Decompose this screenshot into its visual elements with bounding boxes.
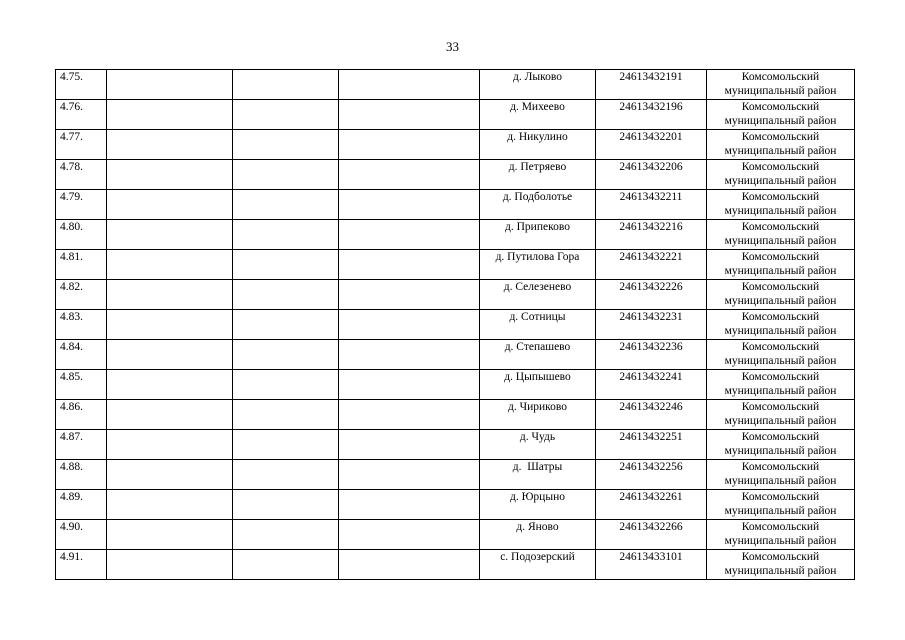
oktmo-code: 24613432256 [596, 460, 707, 490]
empty-cell [339, 460, 480, 490]
oktmo-code: 24613432246 [596, 400, 707, 430]
empty-cell [233, 400, 339, 430]
empty-cell [107, 460, 233, 490]
table-row [56, 100, 855, 130]
empty-cell [339, 430, 480, 460]
settlement-name: д. Селезенево [480, 280, 596, 310]
row-number: 4.78. [56, 160, 107, 190]
empty-cell [107, 550, 233, 580]
settlement-table [55, 69, 855, 580]
empty-cell [339, 190, 480, 220]
empty-cell [339, 520, 480, 550]
empty-cell [339, 280, 480, 310]
empty-cell [233, 490, 339, 520]
district-name: Комсомольский муниципальный район [707, 430, 855, 460]
settlement-name: с. Подозерский [480, 550, 596, 580]
empty-cell [107, 250, 233, 280]
row-number: 4.75. [56, 70, 107, 100]
empty-cell [339, 130, 480, 160]
empty-cell [339, 370, 480, 400]
empty-cell [233, 340, 339, 370]
settlement-name: д. Подболотье [480, 190, 596, 220]
settlement-name: д. Припеково [480, 220, 596, 250]
table-row [56, 340, 855, 370]
table-row [56, 220, 855, 250]
oktmo-code: 24613432261 [596, 490, 707, 520]
oktmo-code: 24613432236 [596, 340, 707, 370]
empty-cell [233, 130, 339, 160]
table-row [56, 130, 855, 160]
district-name: Комсомольский муниципальный район [707, 310, 855, 340]
oktmo-code: 24613432231 [596, 310, 707, 340]
table-row [56, 70, 855, 100]
empty-cell [233, 370, 339, 400]
row-number: 4.77. [56, 130, 107, 160]
empty-cell [107, 520, 233, 550]
empty-cell [233, 460, 339, 490]
settlement-name: д. Шатры [480, 460, 596, 490]
settlement-name: д. Сотницы [480, 310, 596, 340]
oktmo-code: 24613432266 [596, 520, 707, 550]
district-name: Комсомольский муниципальный район [707, 130, 855, 160]
page-number: 33 [446, 39, 459, 54]
empty-cell [233, 430, 339, 460]
settlement-name: д. Юрцыно [480, 490, 596, 520]
empty-cell [107, 490, 233, 520]
table-row [56, 400, 855, 430]
table-row [56, 310, 855, 340]
settlement-name: д. Лыково [480, 70, 596, 100]
row-number: 4.84. [56, 340, 107, 370]
oktmo-code: 24613432221 [596, 250, 707, 280]
empty-cell [339, 160, 480, 190]
settlement-name: д. Михеево [480, 100, 596, 130]
row-number: 4.90. [56, 520, 107, 550]
table-row [56, 520, 855, 550]
empty-cell [233, 190, 339, 220]
row-number: 4.91. [56, 550, 107, 580]
empty-cell [107, 400, 233, 430]
district-name: Комсомольский муниципальный район [707, 220, 855, 250]
empty-cell [107, 370, 233, 400]
district-name: Комсомольский муниципальный район [707, 280, 855, 310]
district-name: Комсомольский муниципальный район [707, 460, 855, 490]
empty-cell [233, 280, 339, 310]
empty-cell [233, 220, 339, 250]
empty-cell [107, 280, 233, 310]
oktmo-code: 24613432241 [596, 370, 707, 400]
row-number: 4.86. [56, 400, 107, 430]
empty-cell [339, 400, 480, 430]
table-row [56, 490, 855, 520]
district-name: Комсомольский муниципальный район [707, 340, 855, 370]
settlement-name: д. Петряево [480, 160, 596, 190]
table-row [56, 250, 855, 280]
oktmo-code: 24613432251 [596, 430, 707, 460]
district-name: Комсомольский муниципальный район [707, 400, 855, 430]
empty-cell [339, 550, 480, 580]
settlement-name: д. Степашево [480, 340, 596, 370]
empty-cell [107, 220, 233, 250]
table-body [56, 70, 855, 580]
table-row [56, 160, 855, 190]
table-row [56, 550, 855, 580]
table-row [56, 370, 855, 400]
empty-cell [233, 70, 339, 100]
oktmo-code: 24613432226 [596, 280, 707, 310]
empty-cell [339, 100, 480, 130]
empty-cell [339, 340, 480, 370]
row-number: 4.81. [56, 250, 107, 280]
row-number: 4.89. [56, 490, 107, 520]
table-row [56, 460, 855, 490]
empty-cell [339, 220, 480, 250]
row-number: 4.83. [56, 310, 107, 340]
empty-cell [107, 160, 233, 190]
empty-cell [339, 310, 480, 340]
empty-cell [107, 310, 233, 340]
row-number: 4.87. [56, 430, 107, 460]
district-name: Комсомольский муниципальный район [707, 550, 855, 580]
settlement-name: д. Путилова Гора [480, 250, 596, 280]
district-name: Комсомольский муниципальный район [707, 160, 855, 190]
settlement-name: д. Цыпышево [480, 370, 596, 400]
empty-cell [107, 130, 233, 160]
settlement-name: д. Чириково [480, 400, 596, 430]
district-name: Комсомольский муниципальный район [707, 70, 855, 100]
oktmo-code: 24613432206 [596, 160, 707, 190]
row-number: 4.88. [56, 460, 107, 490]
settlement-name: д. Яново [480, 520, 596, 550]
empty-cell [107, 340, 233, 370]
table-row [56, 280, 855, 310]
district-name: Комсомольский муниципальный район [707, 370, 855, 400]
empty-cell [233, 310, 339, 340]
table-row [56, 430, 855, 460]
table-row [56, 190, 855, 220]
district-name: Комсомольский муниципальный район [707, 520, 855, 550]
empty-cell [107, 190, 233, 220]
oktmo-code: 24613433101 [596, 550, 707, 580]
empty-cell [339, 490, 480, 520]
empty-cell [339, 250, 480, 280]
empty-cell [107, 430, 233, 460]
empty-cell [107, 70, 233, 100]
oktmo-code: 24613432211 [596, 190, 707, 220]
district-name: Комсомольский муниципальный район [707, 250, 855, 280]
district-name: Комсомольский муниципальный район [707, 490, 855, 520]
oktmo-code: 24613432201 [596, 130, 707, 160]
row-number: 4.76. [56, 100, 107, 130]
settlement-name: д. Никулино [480, 130, 596, 160]
row-number: 4.82. [56, 280, 107, 310]
row-number: 4.85. [56, 370, 107, 400]
empty-cell [233, 160, 339, 190]
empty-cell [233, 550, 339, 580]
oktmo-code: 24613432191 [596, 70, 707, 100]
empty-cell [339, 70, 480, 100]
empty-cell [233, 250, 339, 280]
settlement-name: д. Чудь [480, 430, 596, 460]
district-name: Комсомольский муниципальный район [707, 190, 855, 220]
empty-cell [233, 520, 339, 550]
empty-cell [107, 100, 233, 130]
row-number: 4.79. [56, 190, 107, 220]
row-number: 4.80. [56, 220, 107, 250]
oktmo-code: 24613432216 [596, 220, 707, 250]
empty-cell [233, 100, 339, 130]
district-name: Комсомольский муниципальный район [707, 100, 855, 130]
oktmo-code: 24613432196 [596, 100, 707, 130]
